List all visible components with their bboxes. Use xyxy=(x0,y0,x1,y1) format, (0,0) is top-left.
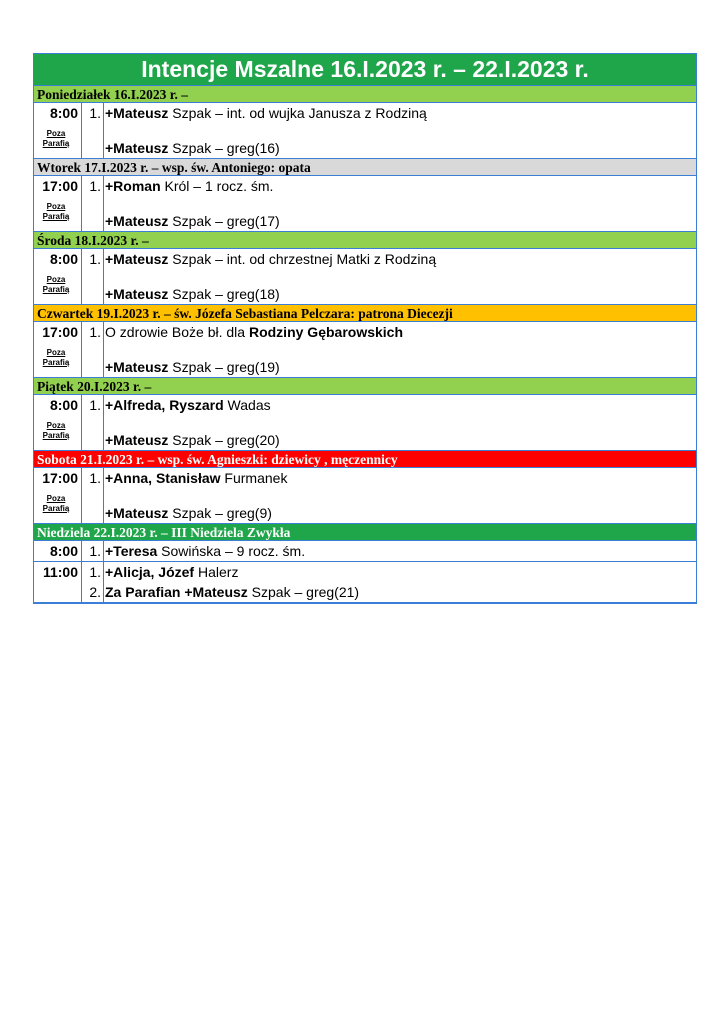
intention-name: +Mateusz xyxy=(105,432,169,448)
mass-time-cell xyxy=(34,322,82,377)
intention-text: +Mateusz Szpak – int. od chrzestnej Matki z Rodziną xyxy=(105,251,437,267)
mass-row xyxy=(34,395,696,451)
intention-name: +Mateusz xyxy=(105,251,169,267)
intention-text-column xyxy=(104,103,696,158)
day-header: Środa 18.I.2023 r. – xyxy=(34,232,696,249)
poza-parafia-label: Poza Parafią xyxy=(42,348,70,367)
intention-number: 1. xyxy=(89,251,101,267)
mass-row xyxy=(34,562,696,603)
intention-text-column xyxy=(104,322,696,377)
day-header: Piątek 20.I.2023 r. – xyxy=(34,378,696,395)
intention-name: +Alfreda, Ryszard xyxy=(105,397,224,413)
mass-row xyxy=(34,468,696,524)
mass-time: 8:00 xyxy=(49,543,78,559)
intention-text: +Mateusz Szpak – greg(18) xyxy=(105,286,280,302)
intention-name: +Mateusz xyxy=(105,213,169,229)
mass-row xyxy=(34,541,696,562)
day-header: Czwartek 19.I.2023 r. – św. Józefa Sebastiana Pelczara: patrona Diecezji xyxy=(34,305,696,322)
intention-text: +Mateusz Szpak – greg(20) xyxy=(105,432,280,448)
intention-name: +Anna, Stanisław xyxy=(105,470,221,486)
intention-text-column xyxy=(104,176,696,231)
mass-row xyxy=(34,322,696,378)
intention-number-column xyxy=(82,103,104,158)
intention-number: 2. xyxy=(89,584,101,600)
mass-time-cell xyxy=(34,468,82,523)
intention-name: +Mateusz xyxy=(105,286,169,302)
poza-parafia-label: Poza Parafią xyxy=(42,202,70,221)
mass-row xyxy=(34,176,696,232)
intention-number-column xyxy=(82,249,104,304)
mass-time: 17:00 xyxy=(42,324,78,340)
intention-number: 1. xyxy=(89,564,101,580)
day-header: Poniedziałek 16.I.2023 r. – xyxy=(34,86,696,103)
intention-number-column xyxy=(82,322,104,377)
intention-text: +Roman Król – 1 rocz. śm. xyxy=(105,178,274,194)
poza-parafia-label: Poza Parafią xyxy=(42,275,70,294)
intention-number xyxy=(82,284,103,304)
mass-time-cell xyxy=(34,395,82,450)
mass-time-cell xyxy=(34,541,82,561)
mass-time-cell xyxy=(34,562,82,602)
poza-parafia-label: Poza Parafią xyxy=(42,494,70,513)
mass-time: 17:00 xyxy=(42,470,78,486)
mass-time: 17:00 xyxy=(42,178,78,194)
mass-time: 8:00 xyxy=(49,105,78,121)
intention-number xyxy=(82,503,103,523)
intention-name: +Mateusz xyxy=(184,584,248,600)
intention-text: +Alfreda, Ryszard Wadas xyxy=(105,397,271,413)
intention-text-column xyxy=(104,562,696,602)
poza-parafia-label: Poza Parafią xyxy=(42,421,70,440)
mass-time: 8:00 xyxy=(49,251,78,267)
day-header: Wtorek 17.I.2023 r. – wsp. św. Antoniego: opata xyxy=(34,159,696,176)
intention-text: +Mateusz Szpak – greg(16) xyxy=(105,140,280,156)
mass-time-cell xyxy=(34,103,82,158)
intention-text: +Alicja, Józef Halerz xyxy=(105,564,239,580)
intention-text: +Mateusz Szpak – greg(17) xyxy=(105,213,280,229)
intention-number: 1. xyxy=(89,178,101,194)
intention-name: +Mateusz xyxy=(105,105,169,121)
intention-name: +Mateusz xyxy=(105,505,169,521)
intention-name: Za Parafian xyxy=(105,584,181,600)
intention-name: +Alicja, Józef xyxy=(105,564,195,580)
intention-text: +Mateusz Szpak – greg(19) xyxy=(105,359,280,375)
intention-number-column xyxy=(82,541,104,561)
intention-number: 1. xyxy=(89,543,101,559)
intention-number: 1. xyxy=(89,397,101,413)
intention-text-column xyxy=(104,541,696,561)
intention-number-column xyxy=(82,562,104,602)
intention-number xyxy=(82,138,103,158)
intention-number xyxy=(82,211,103,231)
intention-text: +Mateusz Szpak – greg(9) xyxy=(105,505,272,521)
day-header: Niedziela 22.I.2023 r. – III Niedziela Zwykła xyxy=(34,524,696,541)
mass-time: 11:00 xyxy=(42,564,78,580)
days-container xyxy=(34,86,696,603)
intention-number-column xyxy=(82,395,104,450)
intention-text: O zdrowie Boże bł. dla Rodziny Gębarowskich xyxy=(105,324,404,340)
intention-text-column xyxy=(104,468,696,523)
intention-text-column xyxy=(104,395,696,450)
poza-parafia-label: Poza Parafią xyxy=(42,129,70,148)
page-title: Intencje Mszalne 16.I.2023 r. – 22.I.2023 r. xyxy=(34,54,696,86)
intention-name: +Mateusz xyxy=(105,359,169,375)
intention-number: 1. xyxy=(89,324,101,340)
intention-number xyxy=(82,430,103,450)
intention-name: +Teresa xyxy=(105,543,158,559)
intention-text-column xyxy=(104,249,696,304)
intention-number-column xyxy=(82,468,104,523)
mass-time-cell xyxy=(34,249,82,304)
intention-name: +Roman xyxy=(105,178,161,194)
intention-text: +Teresa Sowińska – 9 rocz. śm. xyxy=(105,543,306,559)
intention-number-column xyxy=(82,176,104,231)
intention-text: +Mateusz Szpak – int. od wujka Janusza z Rodziną xyxy=(105,105,427,121)
day-header: Sobota 21.I.2023 r. – wsp. św. Agnieszki: dziewicy , męczennicy xyxy=(34,451,696,468)
mass-row xyxy=(34,249,696,305)
mass-time: 8:00 xyxy=(49,397,78,413)
intention-name: +Mateusz xyxy=(105,140,169,156)
mass-time-cell xyxy=(34,176,82,231)
intention-text: +Anna, Stanisław Furmanek xyxy=(105,470,288,486)
intention-number: 1. xyxy=(89,470,101,486)
mass-intentions-table xyxy=(33,53,697,604)
intention-number: 1. xyxy=(89,105,101,121)
intention-number xyxy=(82,357,103,377)
intention-name: Rodziny Gębarowskich xyxy=(248,324,404,340)
intention-text: Za Parafian +Mateusz Szpak – greg(21) xyxy=(105,584,360,600)
mass-row xyxy=(34,103,696,159)
